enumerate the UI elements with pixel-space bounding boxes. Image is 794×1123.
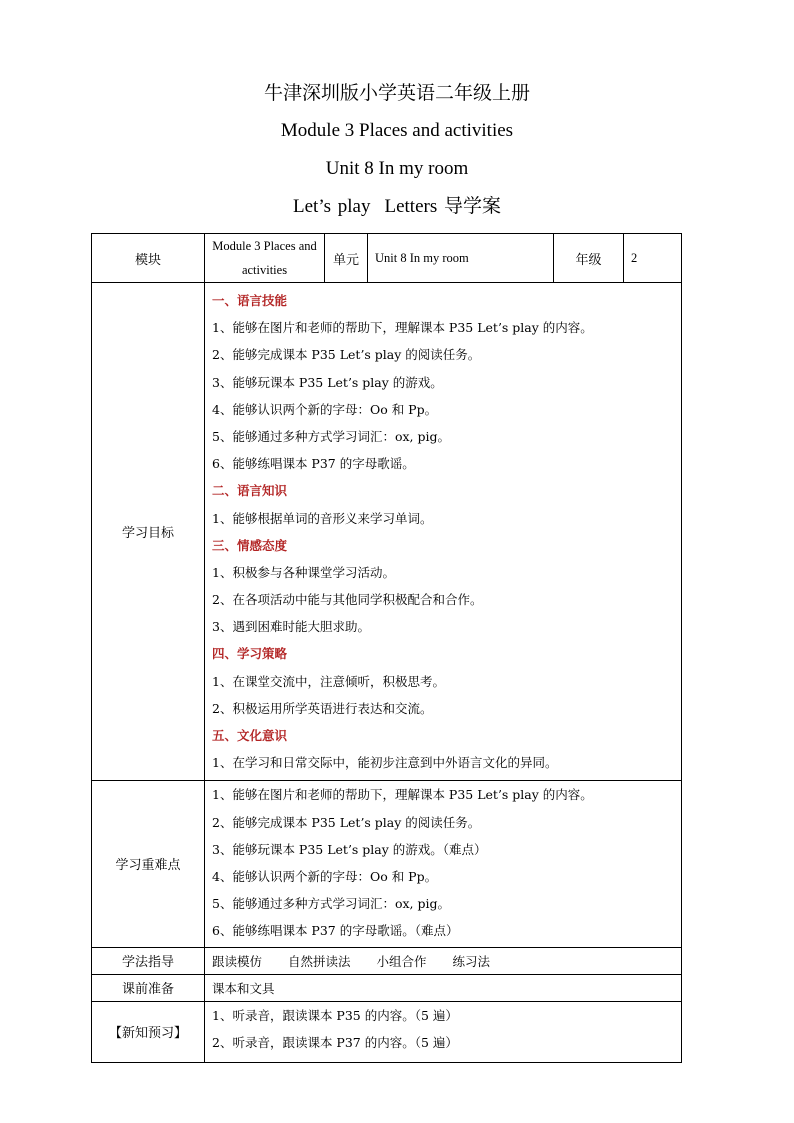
title-lesson-part1: Let’s play [293,196,371,217]
objective-heading: 一、语言技能 [212,293,288,308]
preview-item: 1、听录音，跟读课本 P35 的内容。（5 遍） [212,1007,458,1023]
method-item: 自然拼读法 [288,953,351,969]
prep-row [92,974,682,1001]
document-title-block [0,74,794,226]
preview-row [92,1001,682,1062]
preview-label: 【新知预习】 [92,1001,205,1062]
objective-item: 3、遇到困难时能大胆求助。 [212,619,370,635]
objective-item: 1、在学习和日常交际中，能初步注意到中外语言文化的异同。 [212,755,558,771]
method-item: 跟读模仿 [212,953,263,969]
objective-item: 1、在课堂交流中，注意倾听，积极思考。 [212,673,445,689]
key-point-item: 4、能够认识两个新的字母：Oo 和 Pp。 [212,868,438,884]
key-point-item: 5、能够通过多种方式学习词汇：ox, pig。 [212,896,450,912]
key-points-content [205,781,682,947]
key-point-item: 1、能够在图片和老师的帮助下，理解课本 P35 Let’s play 的内容。 [212,787,593,803]
objective-item: 1、积极参与各种课堂学习活动。 [212,564,395,580]
methods-row [92,947,682,974]
objective-heading: 四、学习策略 [212,646,288,662]
objective-item: 3、能够玩课本 P35 Let’s play 的游戏。 [212,374,443,390]
objectives-row [92,283,682,781]
title-lesson [0,188,794,226]
prep-label: 课前准备 [92,974,205,1001]
methods-content [205,947,682,974]
objectives-content [205,283,682,781]
objective-item: 1、能够在图片和老师的帮助下，理解课本 P35 Let’s play 的内容。 [212,320,593,336]
objective-heading: 五、文化意识 [212,728,288,743]
objectives-label: 学习目标 [92,283,205,781]
objective-item: 1、能够根据单词的音形义来学习单词。 [212,510,433,526]
lesson-plan-table [91,233,682,1063]
objective-heading: 二、语言知识 [212,483,288,499]
title-textbook: 牛津深圳版小学英语二年级上册 [263,82,530,104]
objective-item: 2、在各项活动中能与其他同学积极配合和合作。 [212,592,483,608]
unit-value: Unit 8 In my room [368,234,554,283]
objective-item: 5、能够通过多种方式学习词汇：ox, pig。 [212,428,450,444]
key-point-item: 6、能够练唱课本 P37 的字母歌谣。（难点） [212,923,459,939]
key-points-label: 学习重难点 [92,781,205,947]
title-lesson-part2: Letters 导学案 [384,196,501,217]
prep-value: 课本和文具 [205,974,682,1001]
objective-item: 6、能够练唱课本 P37 的字母歌谣。 [212,456,415,472]
key-points-row [92,781,682,947]
header-row [92,234,682,283]
objective-item: 4、能够认识两个新的字母：Oo 和 Pp。 [212,401,438,417]
title-module: Module 3 Places and activities [280,120,514,141]
method-item: 练习法 [452,953,491,969]
objective-item: 2、能够完成课本 P35 Let’s play 的阅读任务。 [212,347,481,363]
grade-value: 2 [624,234,682,283]
key-point-item: 2、能够完成课本 P35 Let’s play 的阅读任务。 [212,814,481,830]
module-label: 模块 [92,234,205,283]
preview-item: 2、听录音，跟读课本 P37 的内容。（5 遍） [212,1034,458,1050]
module-value: Module 3 Places and activities [205,234,325,283]
methods-label: 学法指导 [92,947,205,974]
objective-heading: 三、情感态度 [212,537,288,553]
title-unit: Unit 8 In my room [325,158,469,179]
method-item: 小组合作 [376,953,427,969]
key-point-item: 3、能够玩课本 P35 Let’s play 的游戏。（难点） [212,841,487,857]
unit-label: 单元 [325,234,368,283]
objective-item: 2、积极运用所学英语进行表达和交流。 [212,700,433,716]
grade-label: 年级 [554,234,624,283]
preview-content [205,1001,682,1062]
